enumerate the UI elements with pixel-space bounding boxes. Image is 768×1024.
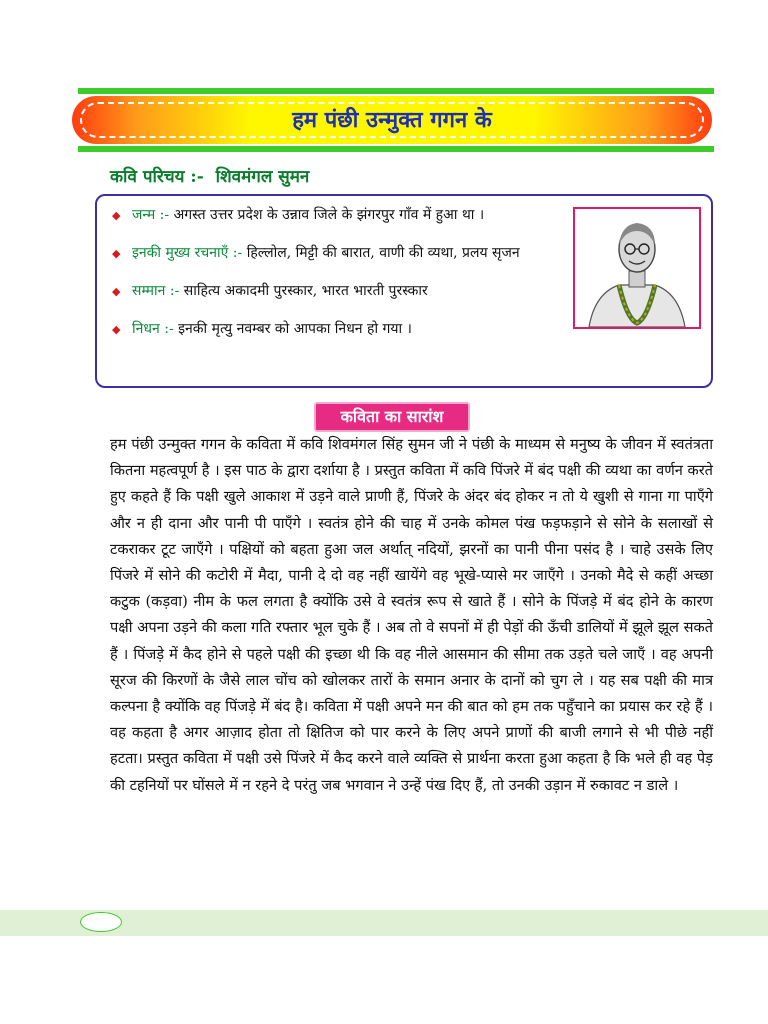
bottom-green-bar (78, 146, 714, 152)
bio-text: अगस्त उत्तर प्रदेश के उन्नाव जिले के झंगरपुर गाँव में हुआ था । (173, 207, 485, 223)
section-heading-tag: कविता का सारांश (314, 402, 470, 432)
poet-portrait-sketch (575, 209, 699, 327)
diamond-bullet-icon: ◆ (112, 247, 121, 260)
diamond-bullet-icon: ◆ (112, 285, 121, 298)
poet-intro-heading (110, 164, 309, 187)
title-banner (72, 96, 712, 144)
bio-label: जन्म :- (132, 207, 170, 223)
summary-paragraph: हम पंछी उन्मुक्त गगन के कविता में कवि शिवमंगल सिंह सुमन जी ने पंछी के माध्यम से मनुष्य के जीवन में स्वतंत्रता कितना महत्वपूर्ण है । इस पाठ के द्वारा दर्शाया है । प्रस्तुत कविता में कवि पिंजरे में बंद पक्षी की व्यथा का वर्णन करते हुए कहते हैं कि पक्षी खुले आकाश में उड़ने वाले प्राणी हैं, पिंजरे के अंदर बंद होकर न तो ये खुशी से गाना गा पाएँगे और न ही दाना और पानी पी पाएँगे । स्वतंत्र होने की चाह में उनके कोमल पंख फड़फड़ाने से सोने के सलाखों से टकराकर टूट जाएँगे । पक्षियों को बहता हुआ जल अर्थात् नदियों, झरनों का पानी पीना पसंद है । चाहे उसके लिए पिंजरे में सोने की कटोरी में मैदा, पानी दे दो वह नहीं खायेंगे वह भूखे-प्यासे मर जाएँगे । उनको मैदे से कहीं अच्छा कटुक (कड़वा) नीम के फल लगता है क्योंकि उसे वे स्वतंत्र रूप से खाते हैं । सोने के पिंजड़े में बंद होने के कारण पक्षी अपना उड़ने की कला गति रफ्तार भूल चुके हैं । अब तो वे सपनों में ही पेड़ों की ऊँची डालियों में झूले झूल सकते हैं । पिंजड़े में कैद होने से पहले पक्षी की इच्छा थी कि वह नीले आसमान की सीमा तक उड़ते चले जाएँ । वह अपनी सूरज की किरणों के जैसे लाल चोंच को खोलकर तारों के समान अनार के दानों को चुग ले । यह सब पक्षी की मात्र कल्पना है क्योंकि वह पिंजड़े में बंद है। कविता में पक्षी अपने मन की बात को हम तक पहुँचाने का प्रयास कर रहे हैं । वह कहता है अगर आज़ाद होता तो क्षितिज को पार करने के लिए अपने प्राणों की बाजी लगाने से भी पीछे नहीं हटता। प्रस्तुत कविता में पक्षी उसे पिंजरे में कैद करने वाले व्यक्ति से प्रार्थना करता हुआ कहता है कि भले ही वह पेड़ की टहनियों पर घोंसले में न रहने दे परंतु जब भगवान ने उन्हें पंख दिए हैं, तो उनकी उड़ान में रुकावट न डाले । (110, 436, 713, 794)
page-title: हम पंछी उन्मुक्त गगन के (292, 107, 492, 133)
bio-item-works (112, 241, 567, 266)
bio-item-awards (112, 279, 567, 304)
bio-label: सम्मान :- (132, 283, 180, 299)
poet-intro-label: कवि परिचय :- (110, 167, 204, 187)
bio-item-birth (112, 203, 567, 228)
diamond-bullet-icon: ◆ (112, 209, 121, 222)
bio-label: निधन :- (132, 321, 174, 337)
bio-text: हिल्लोल, मिट्टी की बारात, वाणी की व्यथा, प्रलय सृजन (246, 245, 520, 261)
top-green-bar (78, 88, 714, 94)
page-number-oval (80, 912, 122, 932)
bio-label: इनकी मुख्य रचनाएँ :- (132, 245, 243, 261)
poet-portrait (573, 207, 701, 329)
bio-text: इनकी मृत्यु नवम्बर को आपका निधन हो गया । (178, 321, 412, 337)
bio-item-death (112, 317, 567, 342)
bio-list (112, 203, 567, 355)
poet-name: शिवमंगल सुमन (215, 167, 310, 187)
diamond-bullet-icon: ◆ (112, 323, 121, 336)
bio-text: साहित्य अकादमी पुरस्कार, भारत भारती पुरस्कार (183, 283, 428, 299)
